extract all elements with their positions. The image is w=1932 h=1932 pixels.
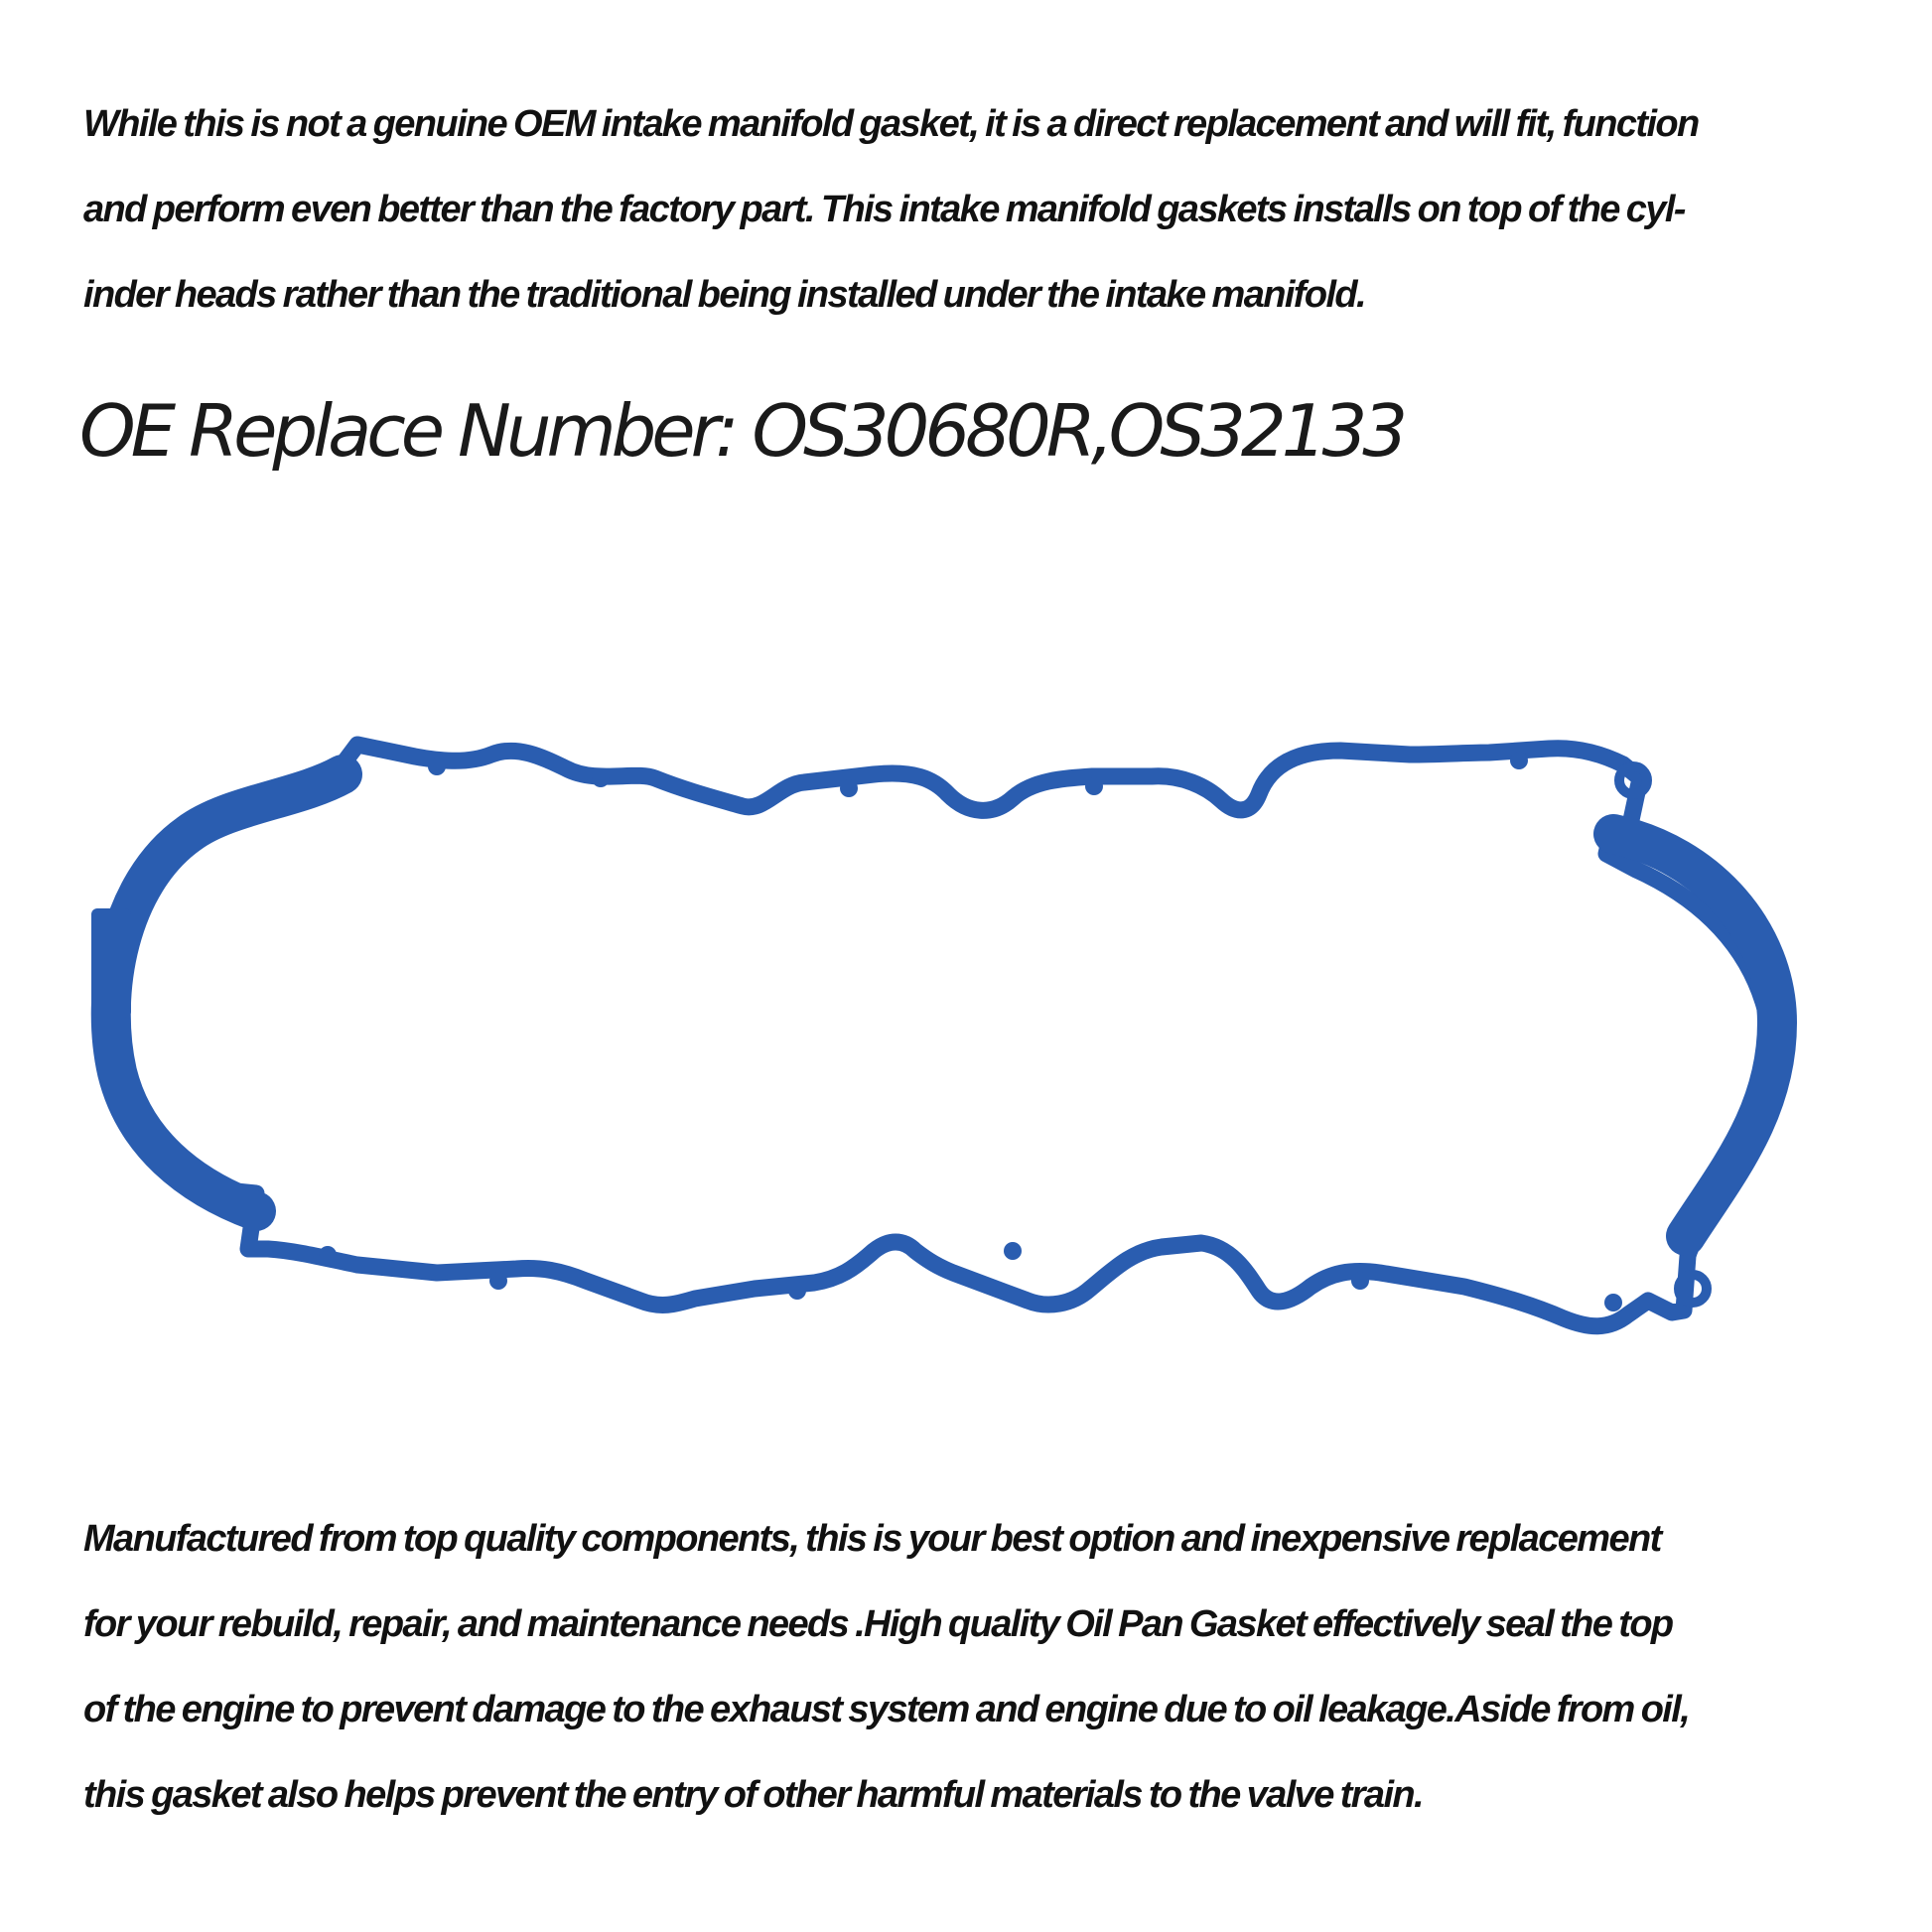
bolt-hole (788, 1282, 806, 1300)
gasket-right-cap (1613, 834, 1777, 1236)
product-image (0, 695, 1932, 1370)
gasket-loop (112, 745, 1772, 1326)
details-paragraph (83, 1496, 1870, 1838)
bolt-hole (489, 1272, 507, 1290)
details-line-1: Manufactured from top quality components, this is your best option and inexpensive replacement (83, 1518, 1661, 1560)
intro-paragraph (83, 81, 1870, 338)
bolt-hole (1510, 752, 1528, 769)
details-line-2: for your rebuild, repair, and maintenance needs .High quality Oil Pan Gasket effectively seal the top (83, 1603, 1673, 1645)
intro-line-3: inder heads rather than the traditional being installed under the intake manifold. (83, 274, 1366, 316)
bolt-hole (319, 1246, 337, 1264)
intro-line-2: and perform even better than the factory part. This intake manifold gaskets installs on top of the cyl- (83, 189, 1685, 230)
bolt-holes (319, 752, 1622, 1311)
bolt-hole (592, 769, 610, 787)
gasket-left-tab (91, 908, 131, 1018)
details-line-4: this gasket also helps prevent the entry of other harmful materials to the valve train. (83, 1774, 1423, 1816)
bolt-hole (1351, 1272, 1369, 1290)
bolt-hole (1604, 1294, 1622, 1311)
gasket-left-cap (111, 774, 343, 1211)
details-line-3: of the engine to prevent damage to the exhaust system and engine due to oil leakage.Aside from oil, (83, 1689, 1690, 1730)
intro-line-1: While this is not a genuine OEM intake manifold gasket, it is a direct replacement and will fit, function (83, 103, 1699, 145)
bolt-hole (1004, 1242, 1022, 1260)
oe-replace-number: OE Replace Number: OS30680R,OS32133 (79, 389, 1404, 473)
bolt-hole (428, 758, 446, 775)
bolt-hole (840, 779, 858, 797)
gasket-illustration (0, 695, 1932, 1370)
bolt-hole (1085, 777, 1103, 795)
